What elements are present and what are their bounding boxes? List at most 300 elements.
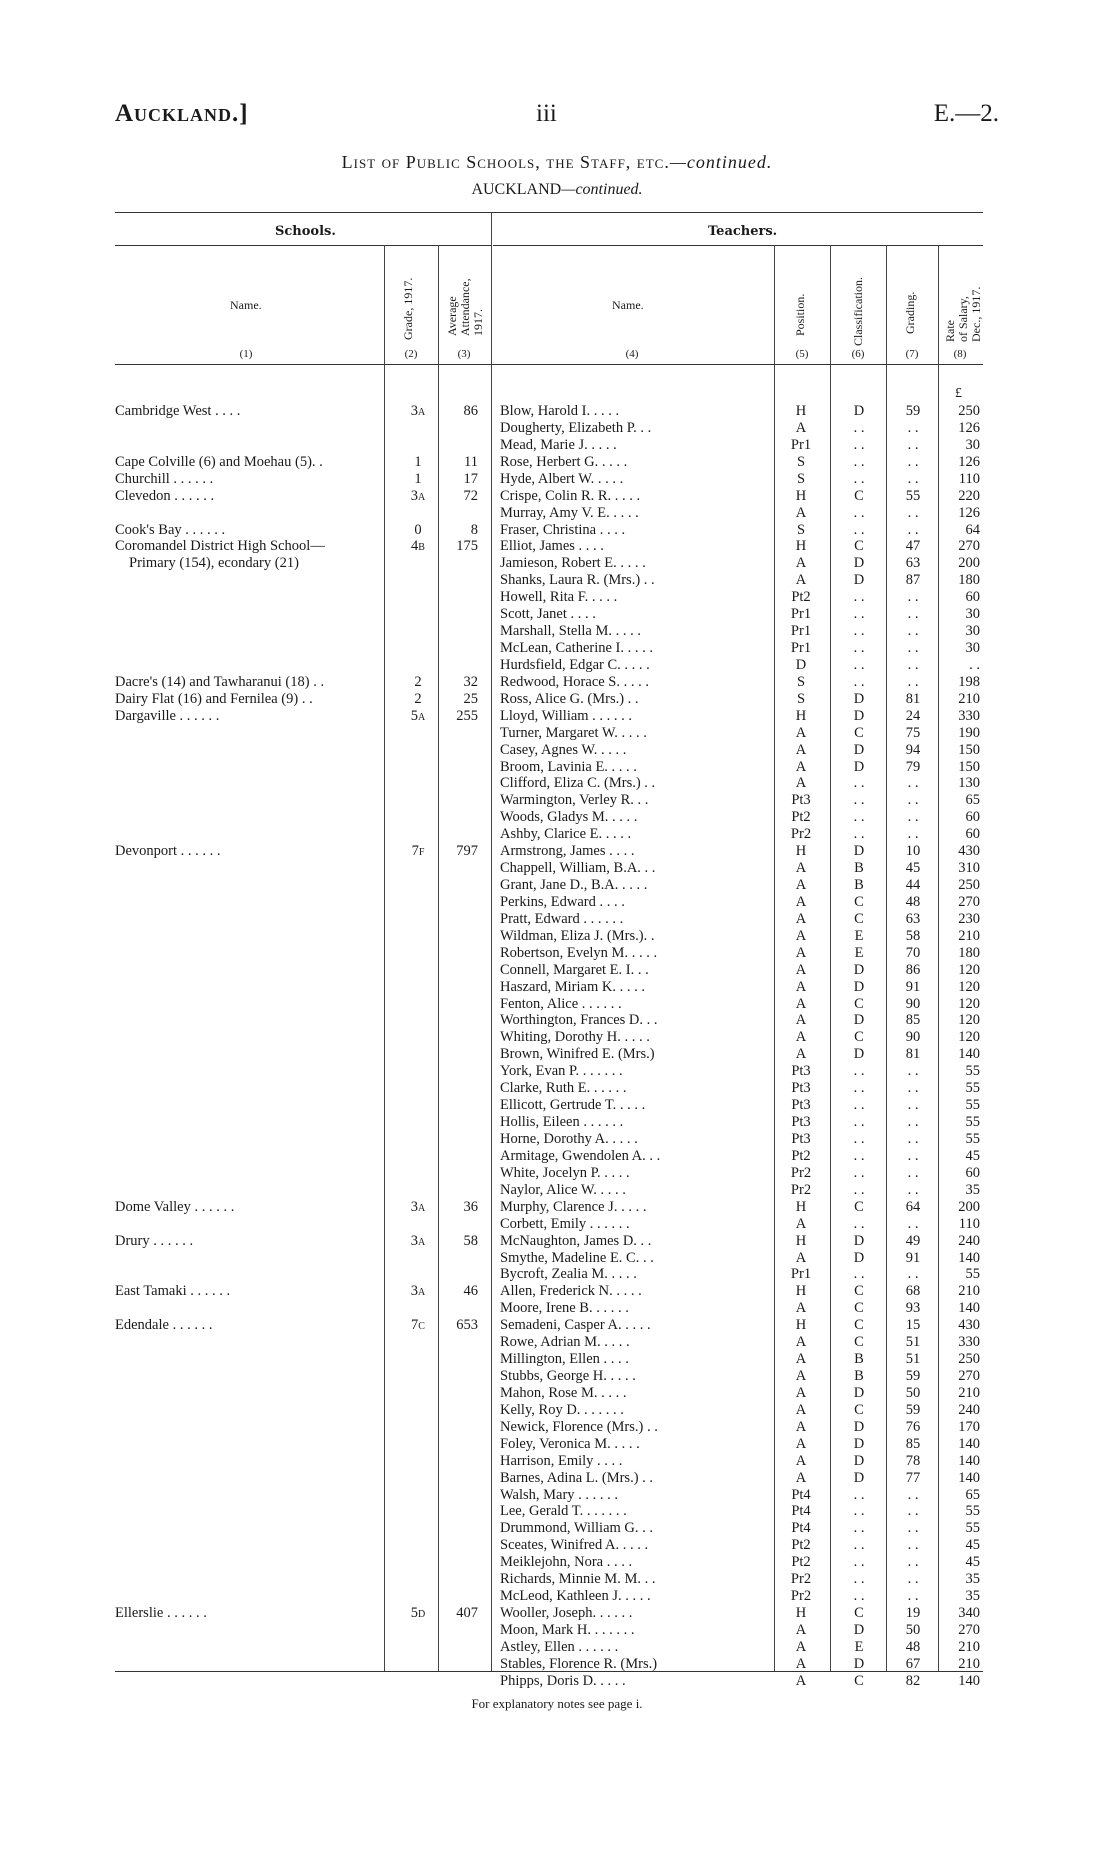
teacher-classification: . . xyxy=(853,1554,865,1571)
salary-rate: 55 xyxy=(965,1114,980,1131)
teacher-name: Hurdsfield, Edgar C. . . . . xyxy=(500,656,650,673)
footnote: For explanatory notes see page i. xyxy=(471,1696,643,1711)
teacher-position: A xyxy=(795,1469,807,1486)
teacher-name: Jamieson, Robert E. . . . . xyxy=(500,555,646,572)
average-attendance: 407 xyxy=(456,1605,478,1622)
salary-rate: 250 xyxy=(958,877,980,894)
teacher-name: Drummond, William G. . . xyxy=(500,1520,654,1537)
teacher-name: Stables, Florence R. (Mrs.) xyxy=(500,1655,658,1672)
teacher-grading: 45 xyxy=(905,860,921,877)
teacher-classification: D xyxy=(853,1452,865,1469)
teacher-classification: . . xyxy=(853,1503,865,1520)
teacher-position: A xyxy=(795,1672,807,1689)
teacher-name: Hyde, Albert W. . . . . xyxy=(500,470,624,487)
teacher-classification: . . xyxy=(853,1130,865,1147)
salary-line-1: Rate xyxy=(943,320,957,342)
school-grade: 3a xyxy=(410,1283,426,1300)
salary-rate: 140 xyxy=(958,1435,980,1452)
teacher-name: Pratt, Edward . . . . . . xyxy=(500,910,624,927)
teacher-classification: C xyxy=(854,1401,864,1418)
table-row xyxy=(0,1199,1114,1216)
teacher-classification: . . xyxy=(853,775,865,792)
teacher-grading: 44 xyxy=(905,877,921,894)
teacher-grading: 91 xyxy=(905,1249,921,1266)
teacher-classification: D xyxy=(853,758,865,775)
teacher-position: Pr2 xyxy=(790,1571,812,1588)
salary-rate: 210 xyxy=(958,690,980,707)
teacher-classification: . . xyxy=(853,436,865,453)
table-row xyxy=(0,1080,1114,1097)
teacher-grading: 90 xyxy=(905,1029,921,1046)
salary-rate: 30 xyxy=(965,606,980,623)
teacher-position: A xyxy=(795,927,807,944)
teacher-classification: D xyxy=(853,1046,865,1063)
teacher-position: Pt2 xyxy=(791,1554,811,1571)
teacher-grading: 82 xyxy=(905,1672,921,1689)
teacher-grading: . . xyxy=(907,521,919,538)
subtitle-continued: —continued. xyxy=(561,181,643,198)
teacher-name: Corbett, Emily . . . . . . xyxy=(500,1215,630,1232)
salary-rate: 30 xyxy=(965,640,980,657)
page-header-left: Auckland.] xyxy=(115,100,249,127)
teacher-name: Ross, Alice G. (Mrs.) . . xyxy=(500,690,639,707)
teacher-name: McNaughton, James D. . . xyxy=(500,1232,652,1249)
school-grade: 3a xyxy=(410,1232,426,1249)
table-row xyxy=(0,708,1114,725)
teacher-grading: . . xyxy=(907,809,919,826)
teacher-name: Richards, Minnie M. M. . . xyxy=(500,1571,656,1588)
teacher-name: Astley, Ellen . . . . . . xyxy=(500,1638,619,1655)
teacher-position: A xyxy=(795,893,807,910)
average-attendance: 255 xyxy=(456,707,478,724)
table-row xyxy=(0,928,1114,945)
school-grade: 2 xyxy=(414,673,422,690)
teacher-name: Clarke, Ruth E. . . . . . xyxy=(500,1080,627,1097)
teacher-name: Perkins, Edward . . . . xyxy=(500,893,625,910)
page-title xyxy=(0,152,1114,173)
teacher-name: Murray, Amy V. E. . . . . xyxy=(500,504,639,521)
page-header-right: E.—2. xyxy=(933,100,999,127)
table-row xyxy=(0,826,1114,843)
table-row xyxy=(0,674,1114,691)
salary-rate: 35 xyxy=(965,1181,980,1198)
table-row xyxy=(0,1148,1114,1165)
table-row xyxy=(0,1520,1114,1537)
salary-rate: 140 xyxy=(958,1300,980,1317)
teacher-name: Mead, Marie J. . . . . xyxy=(500,436,617,453)
teacher-position: A xyxy=(795,724,807,741)
teacher-position: H xyxy=(795,487,807,504)
teacher-grading: . . xyxy=(907,1080,919,1097)
school-name: Dome Valley . . . . . . xyxy=(115,1198,235,1215)
teacher-classification: . . xyxy=(853,1486,865,1503)
teacher-position: A xyxy=(795,1452,807,1469)
table-row xyxy=(0,1046,1114,1063)
teacher-classification: D xyxy=(853,707,865,724)
teacher-grading: . . xyxy=(907,1266,919,1283)
teacher-name: Moore, Irene B. . . . . . xyxy=(500,1300,629,1317)
table-row xyxy=(0,640,1114,657)
school-name: Dairy Flat (16) and Fernilea (9) . . xyxy=(115,690,313,707)
salary-rate: 45 xyxy=(965,1147,980,1164)
school-name: Cambridge West . . . . xyxy=(115,403,241,419)
column-number: (3) xyxy=(457,348,471,360)
table-row xyxy=(0,996,1114,1013)
table-row xyxy=(0,860,1114,877)
average-attendance: 46 xyxy=(463,1283,478,1300)
teacher-classification: . . xyxy=(853,521,865,538)
salary-rate: 110 xyxy=(958,470,980,487)
teacher-grading: 58 xyxy=(905,927,921,944)
attendance-line-3: 1917. xyxy=(471,309,485,336)
table-row xyxy=(0,962,1114,979)
school-grade: 0 xyxy=(414,521,422,538)
teacher-grading: 50 xyxy=(905,1621,921,1638)
teacher-position: H xyxy=(795,707,807,724)
average-attendance: 8 xyxy=(470,521,478,538)
teacher-classification: . . xyxy=(853,623,865,640)
teacher-name: Connell, Margaret E. I. . . xyxy=(500,961,649,978)
teacher-position: Pt2 xyxy=(791,809,811,826)
teacher-position: S xyxy=(796,521,806,538)
teacher-classification: D xyxy=(853,961,865,978)
salary-rate: 55 xyxy=(965,1063,980,1080)
teacher-name: Barnes, Adina L. (Mrs.) . . xyxy=(500,1469,654,1486)
table-row xyxy=(0,1097,1114,1114)
teacher-classification: . . xyxy=(853,1537,865,1554)
salary-rate: 240 xyxy=(958,1232,980,1249)
salary-rate: 210 xyxy=(958,927,980,944)
teacher-position: Pr2 xyxy=(790,1181,812,1198)
school-name: Clevedon . . . . . . xyxy=(115,487,215,504)
teacher-position: Pr2 xyxy=(790,1164,812,1181)
teacher-grading: . . xyxy=(907,1130,919,1147)
average-attendance: 86 xyxy=(463,403,478,419)
teacher-name: Lee, Gerald T. . . . . . . xyxy=(500,1503,627,1520)
teacher-name: Horne, Dorothy A. . . . . xyxy=(500,1130,638,1147)
teacher-position: H xyxy=(795,1317,807,1334)
teacher-classification: C xyxy=(854,1317,864,1334)
school-grade: 3a xyxy=(410,403,426,419)
attendance-line-2: Attendance, xyxy=(458,278,472,336)
salary-rate: 140 xyxy=(958,1469,980,1486)
teacher-name: Woods, Gladys M. . . . . xyxy=(500,809,638,826)
table-row xyxy=(0,1673,1114,1690)
table-row xyxy=(0,1470,1114,1487)
teacher-position: H xyxy=(795,1232,807,1249)
salary-rate: 430 xyxy=(958,1317,980,1334)
salary-rate: 250 xyxy=(958,1351,980,1368)
teacher-grading: 67 xyxy=(905,1655,921,1672)
teacher-position: A xyxy=(795,1029,807,1046)
salary-rate: 270 xyxy=(958,1621,980,1638)
salary-rate: 55 xyxy=(965,1520,980,1537)
salary-rate: 270 xyxy=(958,1368,980,1384)
teacher-position: Pt2 xyxy=(791,589,811,606)
teacher-grading: 59 xyxy=(905,403,921,419)
table-row xyxy=(0,589,1114,606)
school-name: East Tamaki . . . . . . xyxy=(115,1283,231,1300)
table-row xyxy=(0,1334,1114,1351)
teacher-name: McLean, Catherine I. . . . . xyxy=(500,640,654,657)
teacher-name: Robertson, Evelyn M. . . . . xyxy=(500,944,658,961)
salary-rate: 130 xyxy=(958,775,980,792)
school-grade: 5a xyxy=(410,707,426,724)
teacher-classification: . . xyxy=(853,1571,865,1588)
table-row xyxy=(0,1351,1114,1368)
column-header-attendance xyxy=(446,278,485,336)
teacher-classification: C xyxy=(854,1605,864,1622)
teacher-classification: D xyxy=(853,1384,865,1401)
teacher-position: Pt3 xyxy=(791,1080,811,1097)
salary-rate: . . xyxy=(969,656,980,673)
teacher-name: Newick, Florence (Mrs.) . . xyxy=(500,1418,658,1435)
teacher-grading: 85 xyxy=(905,1012,921,1029)
teacher-grading: . . xyxy=(907,1571,919,1588)
school-name: Edendale . . . . . . xyxy=(115,1317,213,1334)
school-grade: 5d xyxy=(410,1605,426,1622)
teacher-classification: D xyxy=(853,741,865,758)
teacher-name: Bycroft, Zealia M. . . . . xyxy=(500,1266,637,1283)
table-row xyxy=(0,437,1114,454)
table-row xyxy=(0,522,1114,539)
teacher-grading: 76 xyxy=(905,1418,921,1435)
column-number: (2) xyxy=(404,348,418,360)
salary-rate: 64 xyxy=(965,521,980,538)
teacher-grading: 81 xyxy=(905,1046,921,1063)
salary-rate: 30 xyxy=(965,623,980,640)
salary-rate: 210 xyxy=(958,1655,980,1672)
teacher-grading: . . xyxy=(907,792,919,809)
teacher-name: Meiklejohn, Nora . . . . xyxy=(500,1554,633,1571)
table-row xyxy=(0,1554,1114,1571)
teacher-name: Ellicott, Gertrude T. . . . . xyxy=(500,1097,646,1114)
group-rule-teachers xyxy=(493,245,983,246)
table-row xyxy=(0,1012,1114,1029)
title-main: List of Public Schools, the Staff, etc. xyxy=(341,152,670,172)
table-row xyxy=(0,1385,1114,1402)
school-grade: 4b xyxy=(411,538,425,555)
teacher-grading: 94 xyxy=(905,741,921,758)
teacher-classification: C xyxy=(854,1672,864,1689)
teacher-position: A xyxy=(795,1334,807,1351)
attendance-line-1: Average xyxy=(445,296,459,336)
teacher-position: A xyxy=(795,572,807,589)
teacher-position: A xyxy=(795,1249,807,1266)
table-row xyxy=(0,1402,1114,1419)
teacher-grading: 87 xyxy=(905,572,921,589)
teacher-position: A xyxy=(795,1655,807,1672)
teacher-grading: . . xyxy=(907,1588,919,1605)
table-row xyxy=(0,1131,1114,1148)
salary-rate: 230 xyxy=(958,910,980,927)
teacher-grading: 47 xyxy=(905,538,921,555)
teacher-position: Pr1 xyxy=(790,1266,812,1283)
salary-rate: 120 xyxy=(958,995,980,1012)
salary-rate: 65 xyxy=(965,1486,980,1503)
school-grade: 2 xyxy=(414,690,422,707)
teacher-classification: C xyxy=(854,1029,864,1046)
teacher-name: Murphy, Clarence J. . . . . xyxy=(500,1198,647,1215)
teacher-grading: 91 xyxy=(905,978,921,995)
table-row xyxy=(0,606,1114,623)
teacher-grading: . . xyxy=(907,1164,919,1181)
salary-rate: 120 xyxy=(958,961,980,978)
teacher-grading: . . xyxy=(907,1554,919,1571)
salary-rate: 210 xyxy=(958,1283,980,1300)
teacher-name: Crispe, Colin R. R. . . . . xyxy=(500,487,641,504)
teacher-classification: C xyxy=(854,487,864,504)
teacher-name: Smythe, Madeline E. C. . . xyxy=(500,1249,654,1266)
teacher-classification: . . xyxy=(853,1063,865,1080)
average-attendance: 25 xyxy=(463,690,478,707)
teacher-name: Stubbs, George H. . . . . xyxy=(500,1368,636,1384)
teacher-name: Semadeni, Casper A. . . . . xyxy=(500,1317,651,1334)
teacher-name: Allen, Frederick N. . . . . xyxy=(500,1283,642,1300)
teacher-grading: 78 xyxy=(905,1452,921,1469)
teacher-position: A xyxy=(795,995,807,1012)
teacher-grading: . . xyxy=(907,623,919,640)
column-header-teacher-name: Name. xyxy=(612,298,644,312)
teacher-name: Clifford, Eliza C. (Mrs.) . . xyxy=(500,775,656,792)
column-header-classification: Classification. xyxy=(851,277,865,346)
teacher-classification: B xyxy=(854,860,864,877)
salary-rate: 55 xyxy=(965,1503,980,1520)
teacher-position: A xyxy=(795,1046,807,1063)
teacher-grading: . . xyxy=(907,453,919,470)
table-row xyxy=(0,759,1114,776)
salary-rate: 60 xyxy=(965,809,980,826)
group-heading-schools: Schools. xyxy=(275,224,336,239)
teacher-classification: . . xyxy=(853,470,865,487)
teacher-name: Dougherty, Elizabeth P. . . xyxy=(500,419,652,436)
table-row xyxy=(0,1029,1114,1046)
salary-rate: 35 xyxy=(965,1571,980,1588)
teacher-position: Pr1 xyxy=(790,606,812,623)
table-row xyxy=(0,725,1114,742)
column-number: (4) xyxy=(625,348,639,360)
table-row xyxy=(0,809,1114,826)
teacher-classification: . . xyxy=(853,826,865,843)
teacher-grading: 59 xyxy=(905,1401,921,1418)
table-row xyxy=(0,1537,1114,1554)
average-attendance: 36 xyxy=(463,1198,478,1215)
school-name: Cape Colville (6) and Moehau (5). . xyxy=(115,453,323,470)
teacher-name: Wooller, Joseph. . . . . . xyxy=(500,1605,633,1622)
teacher-grading: . . xyxy=(907,1181,919,1198)
salary-line-2: of Salary, xyxy=(956,296,970,342)
teacher-classification: . . xyxy=(853,640,865,657)
teacher-classification: C xyxy=(854,1283,864,1300)
teacher-name: Armitage, Gwendolen A. . . xyxy=(500,1147,661,1164)
teacher-grading: . . xyxy=(907,1520,919,1537)
salary-rate: 180 xyxy=(958,572,980,589)
salary-rate: 170 xyxy=(958,1418,980,1435)
teacher-classification: C xyxy=(854,910,864,927)
teacher-position: A xyxy=(795,1351,807,1368)
average-attendance: 32 xyxy=(463,673,478,690)
teacher-grading: . . xyxy=(907,589,919,606)
salary-rate: 340 xyxy=(958,1605,980,1622)
salary-rate: 250 xyxy=(958,403,980,419)
salary-rate: 150 xyxy=(958,758,980,775)
table-row xyxy=(0,555,1114,572)
teacher-name: Rose, Herbert G. . . . . xyxy=(500,453,628,470)
average-attendance: 653 xyxy=(456,1317,478,1334)
teacher-position: A xyxy=(795,1012,807,1029)
table-row xyxy=(0,657,1114,674)
table-row xyxy=(0,1639,1114,1656)
salary-rate: 330 xyxy=(958,1334,980,1351)
table-row xyxy=(0,894,1114,911)
teacher-position: A xyxy=(795,1300,807,1317)
teacher-name: Turner, Margaret W. . . . . xyxy=(500,724,647,741)
salary-rate: 126 xyxy=(958,504,980,521)
teacher-grading: . . xyxy=(907,504,919,521)
teacher-grading: 77 xyxy=(905,1469,921,1486)
table-row xyxy=(0,1453,1114,1470)
table-row xyxy=(0,1656,1114,1673)
school-name: Coromandel District High School— xyxy=(115,538,325,555)
table-row xyxy=(0,775,1114,792)
teacher-classification: D xyxy=(853,1012,865,1029)
teacher-position: S xyxy=(796,453,806,470)
column-header-salary xyxy=(944,287,983,342)
salary-rate: 270 xyxy=(958,538,980,555)
salary-rate: 55 xyxy=(965,1097,980,1114)
teacher-position: Pt2 xyxy=(791,1147,811,1164)
table-row xyxy=(0,1503,1114,1520)
school-grade: 3a xyxy=(410,487,426,504)
teacher-grading: . . xyxy=(907,1486,919,1503)
group-rule-schools xyxy=(115,245,491,246)
column-number: (7) xyxy=(905,348,919,360)
teacher-position: A xyxy=(795,877,807,894)
teacher-position: A xyxy=(795,775,807,792)
salary-rate: 270 xyxy=(958,893,980,910)
teacher-grading: . . xyxy=(907,775,919,792)
teacher-name: Brown, Winifred E. (Mrs.) xyxy=(500,1046,655,1063)
teacher-grading: 90 xyxy=(905,995,921,1012)
teacher-grading: . . xyxy=(907,673,919,690)
table-row xyxy=(0,1622,1114,1639)
average-attendance: 17 xyxy=(463,470,478,487)
column-number: (1) xyxy=(239,348,253,360)
teacher-classification: C xyxy=(854,1300,864,1317)
table-row xyxy=(0,1114,1114,1131)
column-header-grading: Grading. xyxy=(903,291,917,334)
salary-rate: 126 xyxy=(958,419,980,436)
teacher-grading: . . xyxy=(907,656,919,673)
teacher-name: Casey, Agnes W. . . . . xyxy=(500,741,627,758)
teacher-grading: . . xyxy=(907,826,919,843)
teacher-classification: B xyxy=(854,1351,864,1368)
teacher-classification: . . xyxy=(853,1520,865,1537)
teacher-name: Walsh, Mary . . . . . . xyxy=(500,1486,619,1503)
teacher-position: A xyxy=(795,1384,807,1401)
teacher-name: White, Jocelyn P. . . . . xyxy=(500,1164,630,1181)
school-grade: 1 xyxy=(414,453,422,470)
group-heading-teachers: Teachers. xyxy=(708,224,778,239)
teacher-name: Armstrong, James . . . . xyxy=(500,843,635,860)
teacher-grading: 63 xyxy=(905,910,921,927)
teacher-name: Harrison, Emily . . . . xyxy=(500,1452,623,1469)
teacher-position: H xyxy=(795,1605,807,1622)
table-row xyxy=(0,1436,1114,1453)
teacher-grading: 15 xyxy=(905,1317,921,1334)
salary-rate: 200 xyxy=(958,1198,980,1215)
salary-rate: 55 xyxy=(965,1080,980,1097)
